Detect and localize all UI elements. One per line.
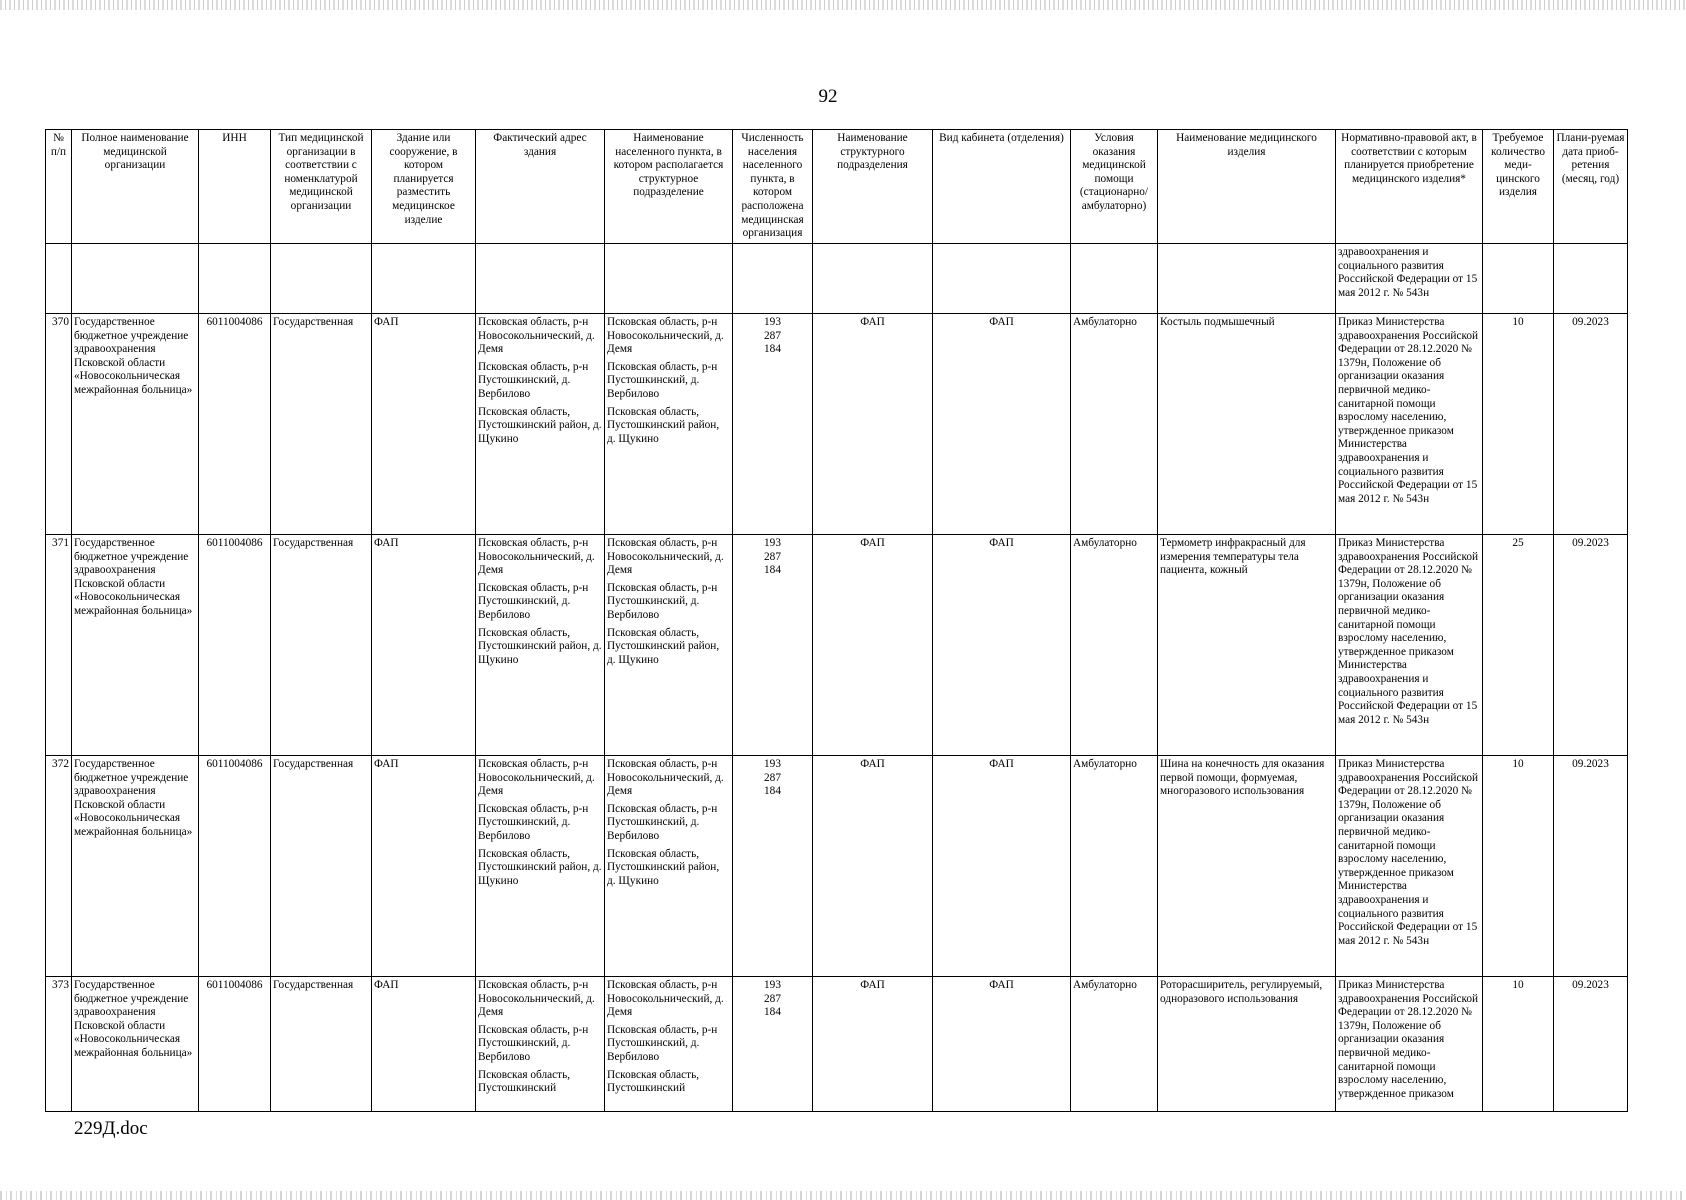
population-value: 184 [764, 564, 781, 577]
population-value: 184 [764, 1006, 781, 1019]
header-cell: Наименование структурного подразделения [813, 130, 933, 244]
address-entry: Псковская область, р-н Пустошкинский, д. Вербилово [478, 802, 589, 842]
equipment-table [45, 129, 1628, 1112]
inn: 6011004086 [199, 977, 271, 1112]
table-row [46, 314, 1628, 535]
legal-act: Приказ Министерства здравоохранения Российской Федерации от 28.12.2020 № 1379н, Положение об организации оказания первичной медико-санитарной помощи взрослому населению, утвержденное приказом Министерства здравоохранения и социального развития Российской Федерации от 15 мая 2012 г. № 543н [1336, 314, 1483, 535]
address-entry: Псковская область, р-н Пустошкинский, д. Вербилово [607, 360, 718, 400]
table-cell [813, 244, 933, 314]
address-entry: Псковская область, р-н Новосокольнический, д. Демя [607, 758, 724, 798]
address-entry: Псковская область, Пустошкинский район, д. Щукино [478, 626, 602, 666]
address-entry: Псковская область, Пустошкинский район, д. Щукино [478, 405, 602, 445]
table-cell [1071, 244, 1158, 314]
population-value: 287 [764, 329, 781, 342]
table-cell [372, 244, 476, 314]
continuation-row [46, 244, 1628, 314]
header-cell: Фактический адрес здания [476, 130, 605, 244]
settlement [605, 977, 733, 1112]
address-entry: Псковская область, Пустошкинский район, д. Щукино [607, 847, 720, 887]
building: ФАП [372, 535, 476, 756]
cabinet-type: ФАП [933, 314, 1071, 535]
table-cell [933, 244, 1071, 314]
address-entry: Псковская область, р-н Новосокольнический, д. Демя [478, 758, 595, 798]
footer-filename: 229Д.doc [74, 1118, 148, 1139]
table-cell [1483, 244, 1554, 314]
population [733, 756, 813, 977]
care-conditions: Амбулаторно [1071, 977, 1158, 1112]
quantity: 10 [1483, 977, 1554, 1112]
table-cell [476, 244, 605, 314]
population-value: 193 [764, 537, 781, 549]
structural-unit: ФАП [813, 756, 933, 977]
table-cell [605, 244, 733, 314]
building: ФАП [372, 756, 476, 977]
actual-address [476, 977, 605, 1112]
table-cell [46, 244, 72, 314]
actual-address [476, 756, 605, 977]
header-cell: Полное наименование медицинской организации [72, 130, 199, 244]
header-cell: ИНН [199, 130, 271, 244]
device-name: Роторасширитель, регулируемый, одноразового использования [1158, 977, 1336, 1112]
building: ФАП [372, 977, 476, 1112]
org-type: Государственная [271, 314, 372, 535]
address-entry: Псковская область, р-н Новосокольнический, д. Демя [607, 979, 724, 1019]
quantity: 10 [1483, 756, 1554, 977]
org-name: Государственное бюджетное учреждение здравоохранения Псковской области «Новосокольническая межрайонная больница» [72, 535, 199, 756]
legal-act: Приказ Министерства здравоохранения Российской Федерации от 28.12.2020 № 1379н, Положение об организации оказания первичной медико-санитарной помощи взрослому населению, утвержденное приказом [1336, 977, 1483, 1112]
population [733, 977, 813, 1112]
header-cell: № п/п [46, 130, 72, 244]
cabinet-type: ФАП [933, 977, 1071, 1112]
population [733, 535, 813, 756]
structural-unit: ФАП [813, 535, 933, 756]
org-name: Государственное бюджетное учреждение здравоохранения Псковской области «Новосокольническая межрайонная больница» [72, 756, 199, 977]
address-entry: Псковская область, р-н Пустошкинский, д. Вербилово [607, 581, 718, 621]
address-entry: Псковская область, Пустошкинский район, д. Щукино [607, 405, 720, 445]
care-conditions: Амбулаторно [1071, 314, 1158, 535]
address-entry: Псковская область, р-н Пустошкинский, д. Вербилово [478, 581, 589, 621]
settlement [605, 314, 733, 535]
org-type: Государственная [271, 977, 372, 1112]
purchase-date: 09.2023 [1554, 535, 1628, 756]
address-entry: Псковская область, р-н Пустошкинский, д. Вербилово [607, 802, 718, 842]
population-value: 287 [764, 992, 781, 1005]
quantity: 25 [1483, 535, 1554, 756]
header-cell: Наименование медицинского изделия [1158, 130, 1336, 244]
table-row [46, 977, 1628, 1112]
inn: 6011004086 [199, 314, 271, 535]
header-cell: Наименование населенного пункта, в котором располагается структурное подразделение [605, 130, 733, 244]
population-value: 193 [764, 758, 781, 770]
org-type: Государственная [271, 756, 372, 977]
legal-act: Приказ Министерства здравоохранения Российской Федерации от 28.12.2020 № 1379н, Положение об организации оказания первичной медико-санитарной помощи взрослому населению, утвержденное приказом Министерства здравоохранения и социального развития Российской Федерации от 15 мая 2012 г. № 543н [1336, 756, 1483, 977]
inn: 6011004086 [199, 535, 271, 756]
header-cell: Нормативно-правовой акт, в соответствии с которым планируется приобретение медицинского изделия* [1336, 130, 1483, 244]
device-name: Шина на конечность для оказания первой помощи, формуемая, многоразового использования [1158, 756, 1336, 977]
header-cell: Плани-руемая дата приоб-ретения (месяц, год) [1554, 130, 1628, 244]
cabinet-type: ФАП [933, 535, 1071, 756]
header-cell: Требуемое количество меди-цинского изделия [1483, 130, 1554, 244]
population-value: 287 [764, 550, 781, 563]
cabinet-type: ФАП [933, 756, 1071, 977]
org-name: Государственное бюджетное учреждение здравоохранения Псковской области «Новосокольническая межрайонная больница» [72, 314, 199, 535]
structural-unit: ФАП [813, 314, 933, 535]
address-entry: Псковская область, р-н Пустошкинский, д. Вербилово [478, 1023, 589, 1063]
purchase-date: 09.2023 [1554, 756, 1628, 977]
table-cell [1158, 244, 1336, 314]
row-number: 372 [46, 756, 72, 977]
row-number: 370 [46, 314, 72, 535]
header-cell: Здание или сооружение, в котором планируется разместить медицинское изделие [372, 130, 476, 244]
header-cell: Численность населения населенного пункта, в котором расположена медицинская организация [733, 130, 813, 244]
address-entry: Псковская область, р-н Новосокольнический, д. Демя [478, 537, 595, 577]
table-cell [1554, 244, 1628, 314]
actual-address [476, 314, 605, 535]
population-value: 184 [764, 343, 781, 356]
header-cell: Вид кабинета (отделения) [933, 130, 1071, 244]
population-value: 287 [764, 771, 781, 784]
table-cell [199, 244, 271, 314]
quantity: 10 [1483, 314, 1554, 535]
legal-act: Приказ Министерства здравоохранения Российской Федерации от 28.12.2020 № 1379н, Положение об организации оказания первичной медико-санитарной помощи взрослому населению, утвержденное приказом Министерства здравоохранения и социального развития Российской Федерации от 15 мая 2012 г. № 543н [1336, 535, 1483, 756]
address-entry: Псковская область, Пустошкинский [607, 1068, 700, 1095]
actual-address [476, 535, 605, 756]
settlement [605, 756, 733, 977]
purchase-date: 09.2023 [1554, 314, 1628, 535]
header-cell: Тип медицинской организации в соответствии с номенклатурой медицинской организации [271, 130, 372, 244]
population [733, 314, 813, 535]
population-value: 193 [764, 979, 781, 991]
page-number: 92 [818, 86, 838, 107]
structural-unit: ФАП [813, 977, 933, 1112]
table-cell [72, 244, 199, 314]
address-entry: Псковская область, р-н Новосокольнический, д. Демя [478, 979, 595, 1019]
continuation-act-cell: здравоохранения и социального развития Российской Федерации от 15 мая 2012 г. № 543н [1336, 244, 1483, 314]
org-name: Государственное бюджетное учреждение здравоохранения Псковской области «Новосокольническая межрайонная больница» [72, 977, 199, 1112]
care-conditions: Амбулаторно [1071, 535, 1158, 756]
care-conditions: Амбулаторно [1071, 756, 1158, 977]
address-entry: Псковская область, р-н Пустошкинский, д. Вербилово [478, 360, 589, 400]
scan-noise-bottom [0, 1191, 1686, 1200]
org-type: Государственная [271, 535, 372, 756]
settlement [605, 535, 733, 756]
row-number: 373 [46, 977, 72, 1112]
building: ФАП [372, 314, 476, 535]
address-entry: Псковская область, р-н Пустошкинский, д. Вербилово [607, 1023, 718, 1063]
address-entry: Псковская область, Пустошкинский район, д. Щукино [478, 847, 602, 887]
scan-noise-top [0, 0, 1686, 10]
address-entry: Псковская область, Пустошкинский район, д. Щукино [607, 626, 720, 666]
header-row [46, 130, 1628, 244]
device-name: Термометр инфракрасный для измерения температуры тела пациента, кожный [1158, 535, 1336, 756]
row-number: 371 [46, 535, 72, 756]
table-row [46, 535, 1628, 756]
purchase-date: 09.2023 [1554, 977, 1628, 1112]
inn: 6011004086 [199, 756, 271, 977]
population-value: 184 [764, 785, 781, 798]
device-name: Костыль подмышечный [1158, 314, 1336, 535]
table-cell [733, 244, 813, 314]
address-entry: Псковская область, р-н Новосокольнический, д. Демя [607, 537, 724, 577]
address-entry: Псковская область, р-н Новосокольнический, д. Демя [607, 316, 724, 356]
population-value: 193 [764, 316, 781, 328]
table-cell [271, 244, 372, 314]
header-cell: Условия оказания медицинской помощи (стационарно/амбулаторно) [1071, 130, 1158, 244]
table-row [46, 756, 1628, 977]
address-entry: Псковская область, р-н Новосокольнический, д. Демя [478, 316, 595, 356]
address-entry: Псковская область, Пустошкинский [478, 1068, 571, 1095]
